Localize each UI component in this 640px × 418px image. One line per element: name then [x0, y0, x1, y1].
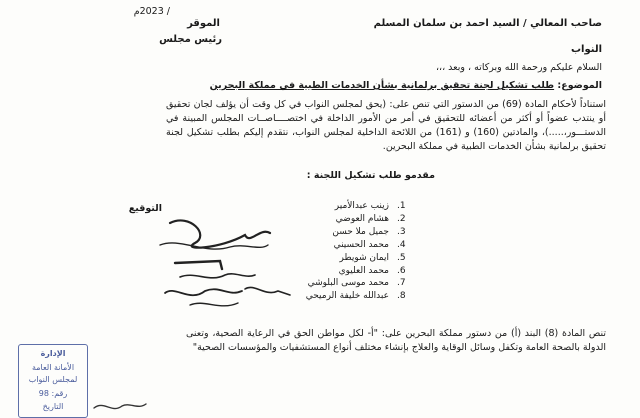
- signature-7: [190, 303, 238, 306]
- constitution-note: تنص المادة (8) البند (أ) من دستور مملكة البحرين على: "أ- لكل مواطن الحق في الرعاية الصحية، وتعنى الدولة بالصحة العامة وتكفل وسائل الوقاية والعلاج بإنشاء مختلف أنواع المستشفيات والمؤسسات الصحية": [186, 328, 606, 353]
- member-item: 5. ايمان شويطر: [339, 252, 406, 263]
- signature-label: التوقيع: [128, 203, 162, 214]
- subject-label: الموضوع:: [557, 80, 602, 91]
- member-item: 6. محمد العليوي: [338, 265, 406, 276]
- signature-6: [245, 287, 290, 295]
- chamber-name: النواب: [570, 44, 602, 55]
- addressee-line: صاحب المعالي / السيد احمد بن سلمان المسلم: [373, 18, 602, 29]
- signature-5: [165, 289, 242, 295]
- receipt-stamp: الإدارة الأمانة العامة لمجلس النواب رقم: 98 التاريخ: [18, 344, 88, 418]
- letter-date: / 2023م: [133, 6, 170, 17]
- member-item: 3. جميل ملا حسن: [332, 226, 406, 237]
- member-item: 2. هشام العوضي: [335, 213, 406, 224]
- greeting-line: السلام عليكم ورحمة الله وبركاته ، وبعد ،،،: [435, 62, 602, 73]
- committee-heading: مقدمو طلب تشكيل اللجنة :: [306, 170, 435, 181]
- subject-text: طلب تشكيل لجنة تحقيق برلمانية بشأن الخدمات الطبية في مملكة البحرين: [209, 80, 555, 91]
- body-paragraph: استناداً لأحكام المادة (69) من الدستور التي تنص على: (يحق لمجلس النواب في كل وقت أن يؤلف لجان تحقيق أو ينتدب عضواً أو أكثر من أعضائه للتحقيق في أمر من الأمور الداخلة في اختصــــاصــات المجلس المبينة في الدستـــور،.....)، والمادتين (160) و (161) من اللائحة الداخلية لمجلس النواب، نتقدم إليكم بطلب تشكيل لجنة تحقيق برلمانية بشأن الخدمات الطبية في مملكة البحرين.: [166, 99, 606, 152]
- member-item: 8. عبدالله خليفة الرميحي: [305, 291, 406, 302]
- signatures-image: [150, 205, 300, 315]
- member-item: 1. زينب عبدالأمير: [334, 201, 406, 211]
- honorific-label: الموقر: [187, 18, 220, 29]
- footer-signature: [90, 396, 150, 416]
- council-title: رئيس مجلس: [159, 34, 222, 45]
- signature-1: [170, 220, 270, 247]
- committee-member-list: [306, 200, 407, 303]
- signature-4: [180, 274, 255, 278]
- member-item: 7. محمد موسى البلوشي: [307, 278, 406, 289]
- subject-line: [210, 80, 602, 92]
- signature-3: [175, 261, 222, 269]
- member-item: 4. محمد الحسيني: [333, 239, 406, 250]
